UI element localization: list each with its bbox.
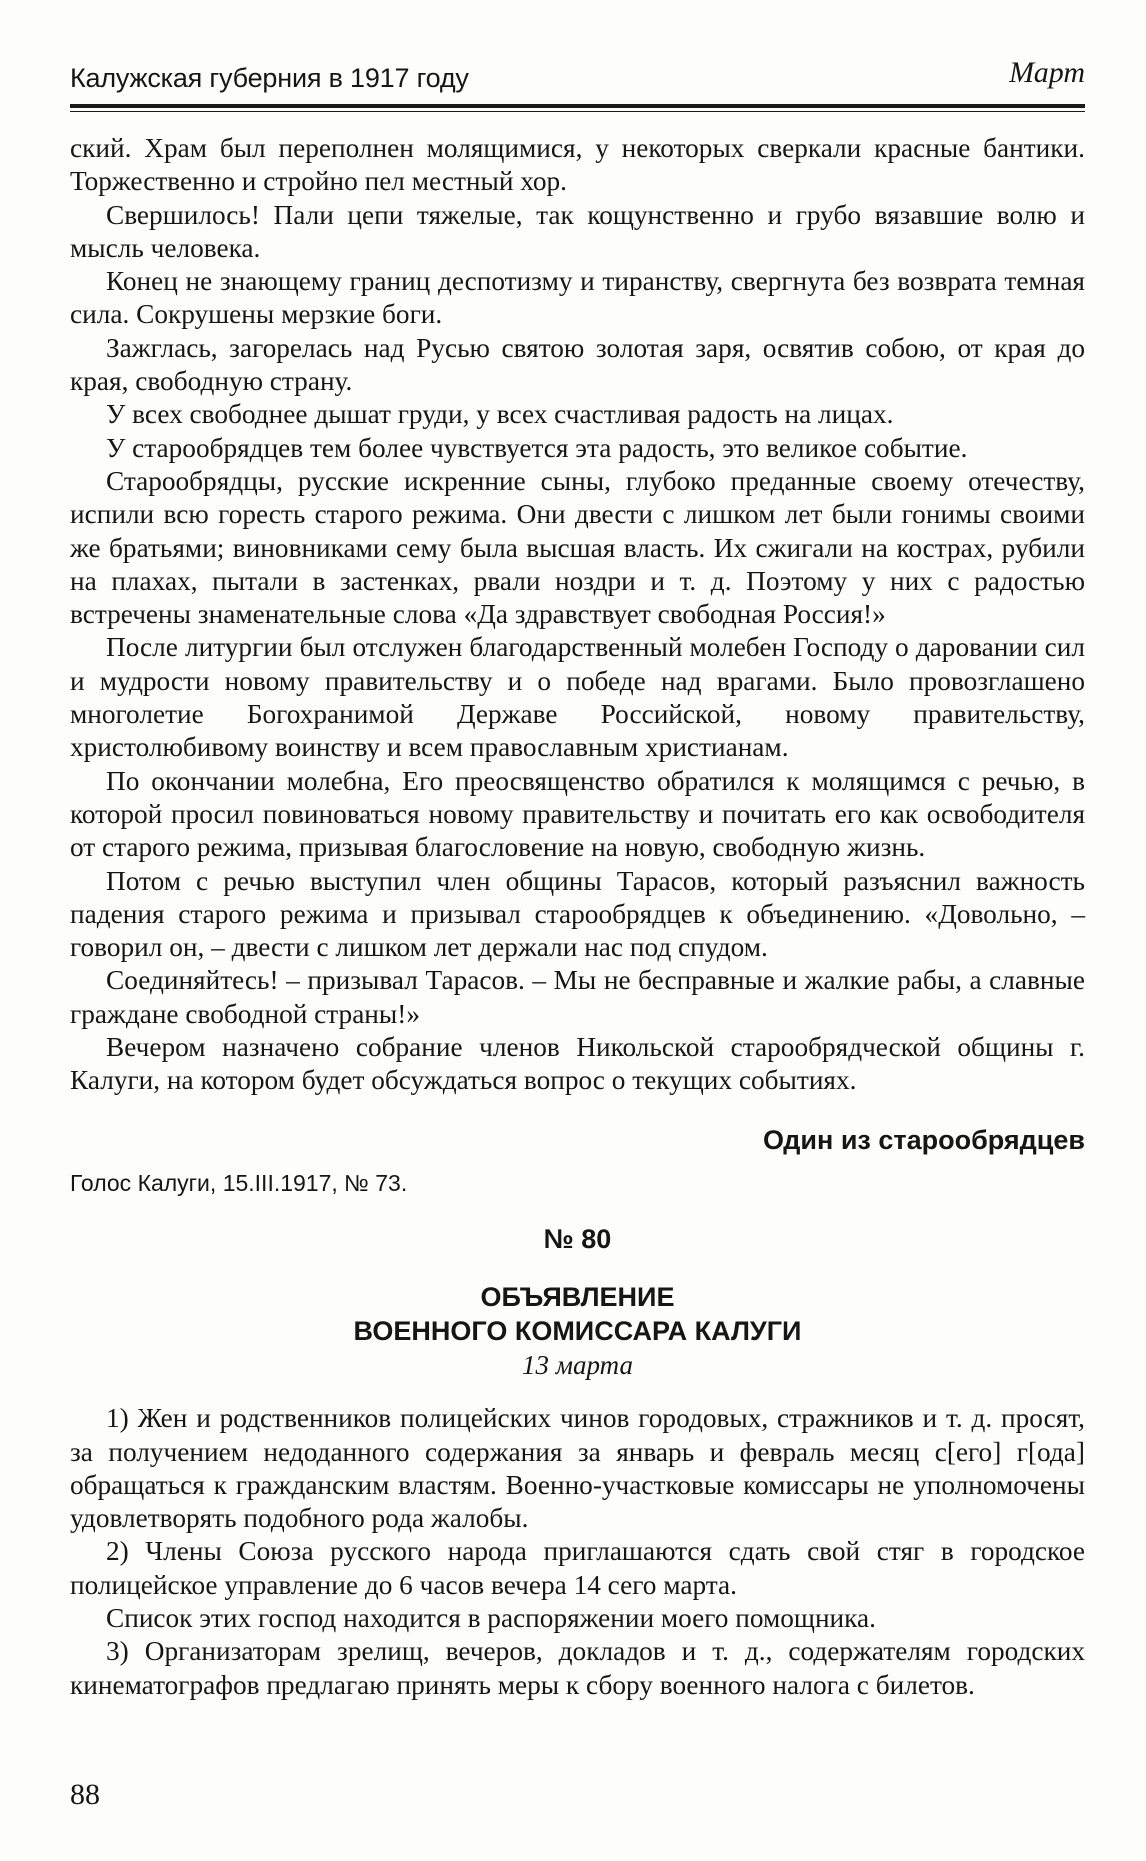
paragraph: У всех свободнее дышат груди, у всех счастливая радость на лицах.	[106, 399, 894, 430]
paragraph: Свершилось! Пали цепи тяжелые, так кощунственно и грубо вязавшие волю и мысль человека.	[70, 199, 1085, 263]
paragraph: После литургии был отслужен благодарственный молебен Господу о даровании сил и мудрости новому правительству и о победе над врагами. Было провозглашено многолетие Богохранимой Державе Российской, новому правительству, христолюбивому воинству и всем православным христианам.	[70, 632, 1085, 763]
page-number: 88	[70, 1778, 100, 1811]
paragraph: У старообрядцев тем более чувствуется эта радость, это великое событие.	[106, 432, 968, 463]
document-number: № 80	[543, 1224, 612, 1255]
paragraph: Старообрядцы, русские искренние сыны, глубоко преданные своему отечеству, испили всю горесть старого режима. Они двести с лишком лет были гонимы своими же братьями; виновниками сему была высшая власть. Их сжигали на кострах, рубили на плахах, пытали в застенках, рвали ноздри и т. д. Поэтому у них с радостью встречены знаменательные слова «Да здравствует свободная Россия!»	[70, 465, 1085, 630]
paragraph: Потом с речью выступил член общины Тарасов, который разъяснил важность падения старого режима и призывал старообрядцев к объединению. «Довольно, – говорил он, – двести с лишком лет держали нас под спудом.	[70, 865, 1085, 963]
document-paragraph: 1) Жен и родственников полицейских чинов городовых, стражников и т. д. просят, за получением недоданного содержания за январь и февраль месяц с[его] г[ода] обращаться к гражданским властям. Военно-участковые комиссары не уполномочены удовлетворять подобного рода жалобы.	[70, 1403, 1085, 1534]
document-title-line1: ОБЪЯВЛЕНИЕ	[480, 1282, 675, 1313]
paragraph: ский. Храм был переполнен молящимися, у некоторых сверкали красные бантики. Торжественно и стройно пел местный хор.	[70, 133, 1085, 197]
document-paragraph: Список этих господ находится в распоряжении моего помощника.	[106, 1602, 876, 1633]
header-rule-thin	[70, 111, 1085, 112]
paragraph: Зажглась, загорелась над Русью святою золотая заря, освятив собою, от края до края, свободную страну.	[70, 332, 1085, 397]
document-date: 13 марта	[522, 1350, 633, 1381]
header-book-title: Калужская губерния в 1917 году	[70, 63, 469, 93]
source-citation: Голос Калуги, 15.III.1917, № 73.	[70, 1169, 408, 1196]
header-month: Март	[1009, 56, 1085, 89]
paragraph: Вечером назначено собрание членов Никольской старообрядческой общины г. Калуги, на котором будет обсуждаться вопрос о текущих событиях.	[70, 1032, 1085, 1096]
running-header	[70, 54, 1085, 104]
paragraph: Соединяйтесь! – призывал Тарасов. – Мы не бесправные и жалкие рабы, а славные граждане свободной страны!»	[70, 965, 1085, 1029]
paragraph: Конец не знающему границ деспотизму и тиранству, свергнута без возврата темная сила. Сокрушены мерзкие боги.	[70, 266, 1085, 330]
paragraph: По окончании молебна, Его преосвященство обратился к молящимся с речью, в которой просил повиноваться новому правительству и почитать его как освободителя от старого режима, призывая благословение на новую, свободную жизнь.	[70, 765, 1085, 863]
document-paragraph: 2) Члены Союза русского народа приглашаются сдать свой стяг в городское полицейское управление до 6 часов вечера 14 сего марта.	[70, 1536, 1085, 1600]
book-page	[70, 0, 1085, 1861]
document-title-line2: ВОЕННОГО КОМИССАРА КАЛУГИ	[353, 1316, 802, 1347]
header-rule-thick	[70, 104, 1085, 108]
document-paragraph: 3) Организаторам зрелищ, вечеров, докладов и т. д., содержателям городских кинематографов предлагаю принять меры к сбору военного налога с билетов.	[70, 1636, 1085, 1700]
author-signature: Один из старообрядцев	[762, 1124, 1085, 1155]
page-body	[70, 132, 1085, 1702]
